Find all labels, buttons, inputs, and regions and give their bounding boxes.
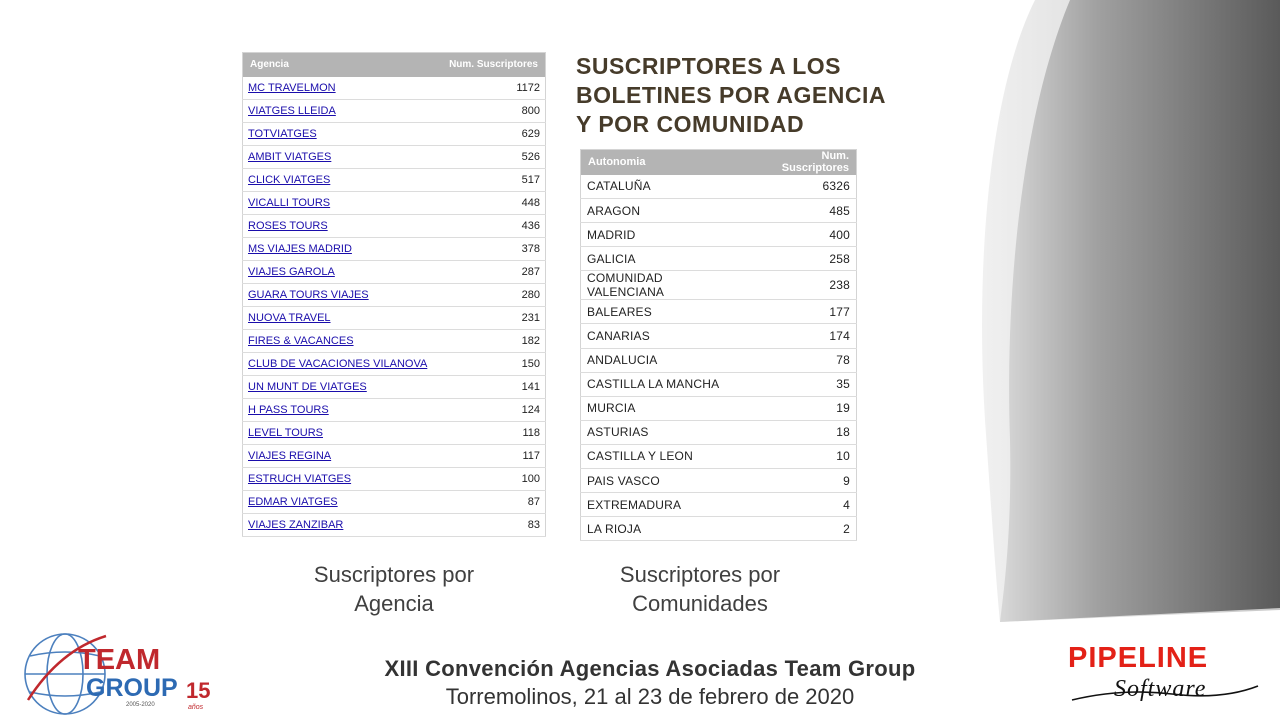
agency-link[interactable]: EDMAR VIATGES	[248, 496, 338, 508]
subscriber-count-cell: 258	[746, 247, 857, 271]
table-row	[243, 192, 546, 215]
table-row	[243, 284, 546, 307]
table-row	[581, 372, 857, 396]
table-row	[243, 169, 546, 192]
subscriber-count-cell: 100	[439, 468, 546, 491]
agency-link[interactable]: CLICK VIATGES	[248, 174, 331, 186]
agency-table-body	[243, 77, 546, 537]
name-cell	[243, 146, 439, 169]
table-row	[243, 468, 546, 491]
name-cell	[243, 307, 439, 330]
name-cell	[243, 261, 439, 284]
subscriber-count-cell: 83	[439, 514, 546, 537]
footer-subtitle: Torremolinos, 21 al 23 de febrero de 2020	[445, 684, 855, 709]
subscriber-count-cell: 800	[439, 100, 546, 123]
subscriber-count-cell: 141	[439, 376, 546, 399]
subscriber-count-cell: 6326	[746, 175, 857, 199]
subscriber-count-cell: 1172	[439, 77, 546, 100]
name-cell	[243, 169, 439, 192]
subscriber-count-cell: 280	[439, 284, 546, 307]
region-subscribers-table	[580, 149, 857, 541]
table-row	[581, 420, 857, 444]
name-cell: ANDALUCIA	[581, 348, 746, 372]
slide-heading: SUSCRIPTORES A LOS BOLETINES POR AGENCIA Y POR COMUNIDAD	[576, 53, 886, 137]
subscriber-count-cell: 436	[439, 215, 546, 238]
table-row	[243, 422, 546, 445]
name-cell: MADRID	[581, 223, 746, 247]
agency-subscribers-table	[242, 52, 546, 537]
table-row	[581, 493, 857, 517]
name-cell	[243, 491, 439, 514]
subscriber-count-cell: 2	[746, 517, 857, 541]
subscriber-count-cell: 87	[439, 491, 546, 514]
table-row	[581, 469, 857, 493]
agency-link[interactable]: FIRES & VACANCES	[248, 335, 354, 347]
subscriber-count-cell: 485	[746, 199, 857, 223]
logo-software-word: Software	[1114, 676, 1207, 702]
subscriber-count-cell: 78	[746, 348, 857, 372]
name-cell	[243, 215, 439, 238]
subscriber-count-cell: 287	[439, 261, 546, 284]
subscriber-count-cell: 238	[746, 271, 857, 300]
logo-anos: años	[188, 704, 204, 711]
logo-years-range: 2005-2020	[126, 702, 155, 708]
table-header-row	[243, 53, 546, 77]
caption-agency: Suscriptores por Agencia	[313, 562, 475, 616]
logo-years-number: 15	[186, 678, 211, 703]
footer-title: XIII Convención Agencias Asociadas Team Group	[384, 656, 916, 681]
subscriber-count-cell: 526	[439, 146, 546, 169]
agency-link[interactable]: VIATGES LLEIDA	[248, 105, 336, 117]
column-header-subscribers: Num. Suscriptores	[439, 53, 546, 77]
table-row	[243, 330, 546, 353]
table-row	[581, 300, 857, 324]
subscriber-count-cell: 9	[746, 469, 857, 493]
agency-link[interactable]: CLUB DE VACACIONES VILANOVA	[248, 358, 428, 370]
table-row	[581, 396, 857, 420]
name-cell	[243, 376, 439, 399]
agency-link[interactable]: VIAJES GAROLA	[248, 266, 335, 278]
subscriber-count-cell: 182	[439, 330, 546, 353]
table-row	[243, 445, 546, 468]
logo-group-word: GROUP	[86, 674, 178, 702]
subscriber-count-cell: 177	[746, 300, 857, 324]
agency-link[interactable]: VIAJES REGINA	[248, 450, 332, 462]
subscriber-count-cell: 174	[746, 324, 857, 348]
pipeline-software-logo	[1062, 642, 1264, 718]
agency-link[interactable]: LEVEL TOURS	[248, 427, 323, 439]
name-cell	[243, 422, 439, 445]
agency-link[interactable]: GUARA TOURS VIAJES	[248, 289, 369, 301]
name-cell: GALICIA	[581, 247, 746, 271]
table-row	[243, 123, 546, 146]
name-cell: CASTILLA Y LEON	[581, 444, 746, 468]
subscriber-count-cell: 35	[746, 372, 857, 396]
column-header-autonomia: Autonomia	[581, 150, 746, 175]
table-row	[243, 514, 546, 537]
column-header-subscribers: Num. Suscriptores	[746, 150, 857, 175]
table-row	[243, 307, 546, 330]
name-cell	[243, 284, 439, 307]
agency-link[interactable]: ROSES TOURS	[248, 220, 328, 232]
name-cell	[243, 123, 439, 146]
agency-link[interactable]: ESTRUCH VIATGES	[248, 473, 352, 485]
table-row	[581, 175, 857, 199]
name-cell: BALEARES	[581, 300, 746, 324]
name-cell: COMUNIDAD VALENCIANA	[581, 271, 746, 300]
subscriber-count-cell: 400	[746, 223, 857, 247]
name-cell	[243, 330, 439, 353]
name-cell	[243, 192, 439, 215]
name-cell: CATALUÑA	[581, 175, 746, 199]
name-cell	[243, 445, 439, 468]
subscriber-count-cell: 150	[439, 353, 546, 376]
table-row	[581, 324, 857, 348]
name-cell: CASTILLA LA MANCHA	[581, 372, 746, 396]
table-row	[243, 100, 546, 123]
name-cell	[243, 100, 439, 123]
subscriber-count-cell: 124	[439, 399, 546, 422]
subscriber-count-cell: 19	[746, 396, 857, 420]
subscriber-count-cell: 448	[439, 192, 546, 215]
name-cell	[243, 238, 439, 261]
name-cell	[243, 353, 439, 376]
table-row	[243, 491, 546, 514]
table-row	[581, 517, 857, 541]
agency-link[interactable]: H PASS TOURS	[248, 404, 329, 416]
table-row	[243, 77, 546, 100]
agency-link[interactable]: NUOVA TRAVEL	[248, 312, 331, 324]
name-cell: ARAGON	[581, 199, 746, 223]
name-cell: MURCIA	[581, 396, 746, 420]
table-row	[243, 146, 546, 169]
name-cell	[243, 399, 439, 422]
subscriber-count-cell: 18	[746, 420, 857, 444]
agency-link[interactable]: MS VIAJES MADRID	[248, 243, 352, 255]
agency-link[interactable]: MC TRAVELMON	[248, 81, 336, 94]
table-row	[243, 261, 546, 284]
name-cell: EXTREMADURA	[581, 493, 746, 517]
caption-region: Suscriptores por Comunidades	[619, 562, 781, 616]
name-cell	[243, 468, 439, 491]
table-row	[581, 348, 857, 372]
agency-link[interactable]: UN MUNT DE VIATGES	[248, 381, 367, 393]
region-table-body	[581, 175, 857, 541]
subscriber-count-cell: 378	[439, 238, 546, 261]
agency-link[interactable]: VIAJES ZANZIBAR	[248, 519, 344, 531]
agency-link[interactable]: TOTVIATGES	[248, 128, 317, 140]
table-row	[243, 215, 546, 238]
name-cell: ASTURIAS	[581, 420, 746, 444]
subscriber-count-cell: 629	[439, 123, 546, 146]
column-header-agency: Agencia	[243, 53, 439, 77]
agency-link[interactable]: AMBIT VIATGES	[248, 151, 332, 163]
table-row	[581, 247, 857, 271]
table-row	[243, 353, 546, 376]
name-cell: CANARIAS	[581, 324, 746, 348]
name-cell	[243, 77, 439, 100]
table-row	[243, 399, 546, 422]
team-group-logo	[20, 630, 220, 718]
logo-team-word: TEAM	[78, 644, 161, 676]
subscriber-count-cell: 117	[439, 445, 546, 468]
table-row	[581, 444, 857, 468]
agency-link[interactable]: VICALLI TOURS	[248, 197, 331, 209]
table-row	[243, 376, 546, 399]
logo-pipeline-word: PIPELINE	[1068, 642, 1209, 674]
subscriber-count-cell: 118	[439, 422, 546, 445]
name-cell: PAIS VASCO	[581, 469, 746, 493]
subscriber-count-cell: 517	[439, 169, 546, 192]
table-row	[581, 223, 857, 247]
table-row	[581, 199, 857, 223]
table-row	[581, 271, 857, 300]
subscriber-count-cell: 4	[746, 493, 857, 517]
table-header-row	[581, 150, 857, 175]
subscriber-count-cell: 231	[439, 307, 546, 330]
name-cell: LA RIOJA	[581, 517, 746, 541]
name-cell	[243, 514, 439, 537]
subscriber-count-cell: 10	[746, 444, 857, 468]
table-row	[243, 238, 546, 261]
